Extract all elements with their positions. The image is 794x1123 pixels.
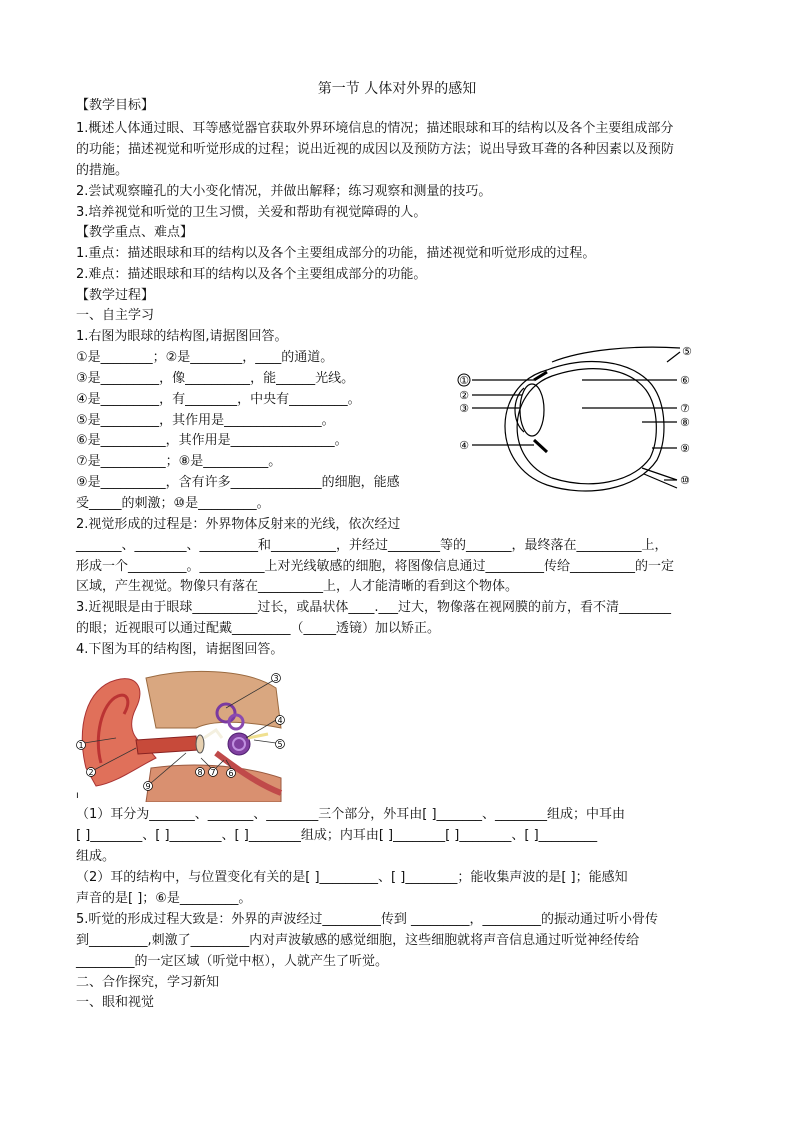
eye-label-4: ④ — [459, 439, 469, 452]
question-line: 5.听觉的形成过程大致是：外界的声波经过_________传到 _________，_________的振动通过听小骨传 — [76, 912, 659, 927]
eye-label-8: ⑧ — [680, 416, 690, 429]
question-line: ⑤是_________，其作用是_______________。 — [76, 413, 335, 428]
ear-structure-diagram — [76, 668, 290, 802]
question-line: 到_________,刺激了_________内对声波敏感的感觉细胞，这些细胞就将声音信息通过听觉神经传给 — [76, 933, 640, 948]
ear-label-7: 7 — [210, 768, 216, 777]
ear-label-3: 3 — [273, 674, 279, 683]
question-line: 形成一个_________。__________上对光线敏感的细胞，将图像信息通过_________传给__________的一定 — [76, 559, 675, 574]
objective-line: 的功能；描述视觉和听觉形成的过程；说出近视的成因以及预防方法；说出导致耳聋的各种因素以及预防 — [76, 142, 675, 157]
eye-label-10: ⑩ — [680, 474, 690, 487]
ear-label-5: 5 — [277, 740, 283, 749]
subsection-heading: 一、眼和视觉 — [76, 995, 155, 1010]
question-line: 声音的是[ ]；⑥是_________。 — [76, 891, 252, 906]
eye-label-9: ⑨ — [680, 442, 690, 455]
question-line: ⑥是__________，其作用是________________。 — [76, 433, 348, 448]
text-cursor-mark: ı — [76, 790, 79, 801]
page-title: 第一节 人体对外界的感知 — [317, 81, 477, 97]
question-line: ①是________；②是________，____的通道。 — [76, 350, 334, 365]
question-line: 受_____的刺激；⑩是_________。 — [76, 496, 270, 511]
subsection-heading: 二、合作探究，学习新知 — [76, 975, 220, 990]
ear-label-6: 6 — [228, 769, 234, 778]
objective-line: 3.培养视觉和听觉的卫生习惯，关爱和帮助有视觉障碍的人。 — [76, 205, 427, 220]
eye-label-6: ⑥ — [680, 374, 690, 387]
question-line: 2.视觉形成的过程是：外界物体反射来的光线，依次经过 — [76, 517, 401, 532]
ear-label-8: 8 — [197, 768, 203, 777]
question-line: 组成。 — [76, 849, 116, 864]
question-line: （1）耳分为_______、_______、________三个部分，外耳由[ ]_______、________组成；中耳由 — [76, 807, 626, 822]
subsection-heading: 一、自主学习 — [76, 308, 155, 323]
eye-label-2: ② — [459, 389, 469, 402]
ear-label-2: 2 — [88, 768, 94, 777]
question-line: 区域，产生视觉。物像只有落在__________上，人才能清晰的看到这个物体。 — [76, 579, 519, 594]
question-line: [ ]________、[ ]________、[ ]________组成；内耳由[ ]________[ ]________、[ ]_________ — [76, 828, 598, 843]
question-line: 1.右图为眼球的结构图,请据图回答。 — [76, 329, 288, 344]
section-heading-objectives: 【教学目标】 — [76, 98, 155, 113]
question-line: _________的一定区域（听觉中枢），人就产生了听觉。 — [76, 954, 389, 969]
ear-label-9: 9 — [145, 782, 151, 791]
question-line: 3.近视眼是由于眼球__________过长，或晶状体____.___过大，物像落在视网膜的前方，看不清________ — [76, 600, 672, 615]
ear-label-4: 4 — [277, 716, 283, 725]
section-heading-keypoints: 【教学重点、难点】 — [76, 225, 194, 240]
keypoint-line: 2.难点：描述眼球和耳的结构以及各个主要组成部分的功能。 — [76, 267, 427, 282]
eye-label-1: ① — [459, 374, 469, 387]
section-heading-process: 【教学过程】 — [76, 288, 155, 303]
objective-line: 1.概述人体通过眼、耳等感觉器官获取外界环境信息的情况；描述眼球和耳的结构以及各个主要组成部分 — [76, 121, 674, 136]
objective-line: 2.尝试观察瞳孔的大小变化情况，并做出解释；练习观察和测量的技巧。 — [76, 184, 492, 199]
question-line: ⑨是__________，含有许多______________的细胞，能感 — [76, 475, 400, 490]
eye-label-5: ⑤ — [682, 345, 692, 358]
question-line: _______、________、_________和__________，并经过________等的_______，最终落在__________上， — [76, 538, 668, 553]
keypoint-line: 1.重点：描述眼球和耳的结构以及各个主要组成部分的功能，描述视觉和听觉形成的过程。 — [76, 246, 596, 261]
question-line: 4.下图为耳的结构图，请据图回答。 — [76, 642, 284, 657]
question-line: ④是_________，有________，中央有_________。 — [76, 392, 361, 407]
objective-line: 的措施。 — [76, 163, 129, 178]
eye-label-7: ⑦ — [680, 402, 690, 415]
question-line: 的眼；近视眼可以通过配戴_________（_____透镜）加以矫正。 — [76, 621, 441, 636]
eye-structure-diagram — [452, 340, 702, 500]
question-line: ③是_________，像__________，能______光线。 — [76, 371, 355, 386]
ear-label-1: 1 — [78, 741, 84, 750]
question-line: （2）耳的结构中，与位置变化有关的是[ ]_________、[ ]________；能收集声波的是[ ]；能感知 — [76, 870, 628, 885]
question-line: ⑦是__________；⑧是__________。 — [76, 454, 282, 469]
eye-label-3: ③ — [459, 402, 469, 415]
